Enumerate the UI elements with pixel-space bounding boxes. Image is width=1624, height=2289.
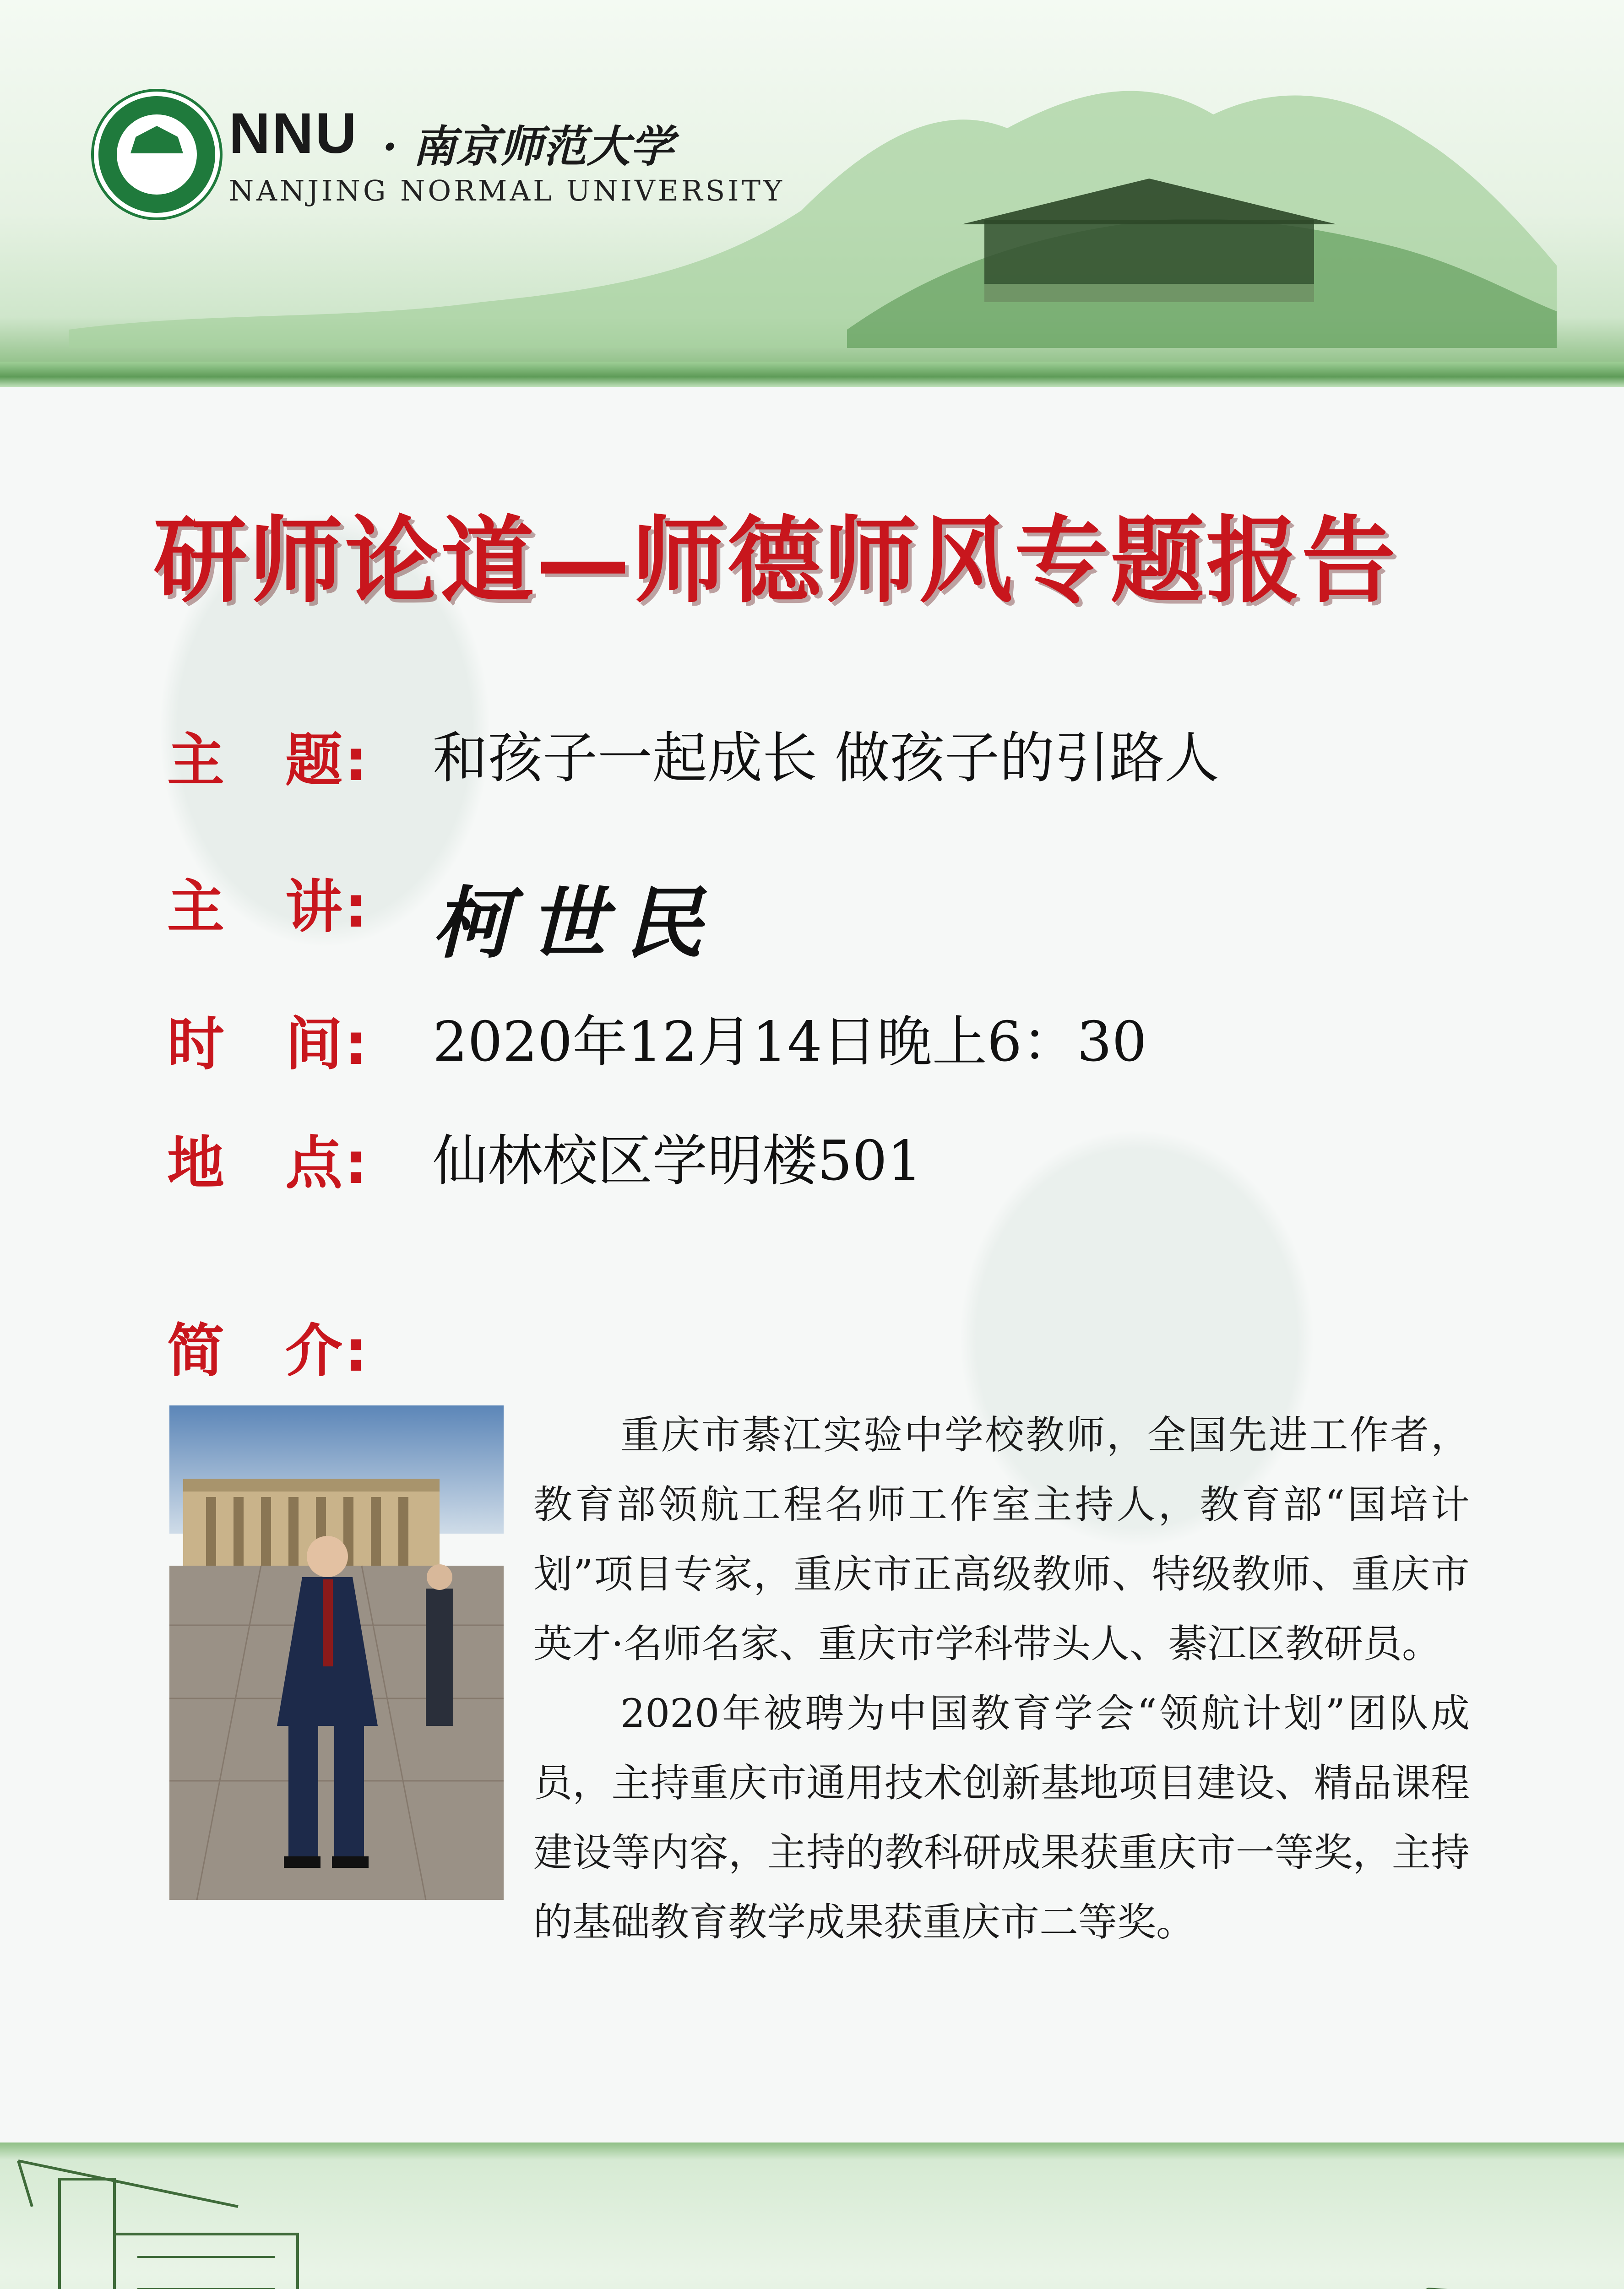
- speaker-name: 柯世民: [433, 878, 722, 969]
- topic-row: [167, 714, 1219, 797]
- topic-label: 主 题:: [167, 727, 369, 794]
- intro-label: 简 介:: [167, 1318, 369, 1384]
- bio-paragraph-2: 2020年被聘为中国教育学会“领航计划”团队成员，主持重庆市通用技术创新基地项目建设、精品课程建设等内容，主持的教科研成果获重庆市一等奖，主持的基础教育教学成果获重庆市二等奖。: [533, 1691, 1470, 1945]
- time-label: 时 间:: [167, 1011, 369, 1078]
- speaker-label: 主 讲:: [167, 874, 369, 940]
- bio-paragraph-1: 重庆市綦江实验中学校教师，全国先进工作者，教育部领航工程名师工作室主持人，教育部“国培计划”项目专家，重庆市正高级教师、特级教师、重庆市英才·名师名家、重庆市学科带头人、綦江区教研员。: [533, 1413, 1470, 1667]
- place-row: [167, 1117, 922, 1199]
- speaker-row: [167, 861, 721, 973]
- topic-value: 和孩子一起成长 做孩子的引路人: [433, 727, 1220, 790]
- place-label: 地 点:: [167, 1130, 369, 1197]
- logo-english-name: NANJING NORMAL UNIVERSITY: [229, 174, 785, 207]
- speaker-photo: [169, 1405, 504, 1900]
- time-value: 2020年12月14日晚上6：30: [433, 1010, 1147, 1074]
- speaker-bio: [533, 1401, 1470, 1958]
- header-divider: [0, 362, 1624, 387]
- poster-title: 研师论道—师德师风专题报告: [153, 507, 1397, 616]
- header-banner: [0, 0, 1624, 387]
- place-value: 仙林校区学明楼501: [433, 1129, 923, 1193]
- logo-chinese-name: · 南京师范大学: [382, 121, 674, 172]
- time-row: [167, 998, 1147, 1080]
- intro-row: [167, 1305, 433, 1387]
- footer-banner: [0, 2143, 1624, 2289]
- campus-illustration: [0, 2143, 1624, 2289]
- logo-abbreviation: NNU: [229, 102, 358, 165]
- university-seal-icon: [94, 92, 220, 217]
